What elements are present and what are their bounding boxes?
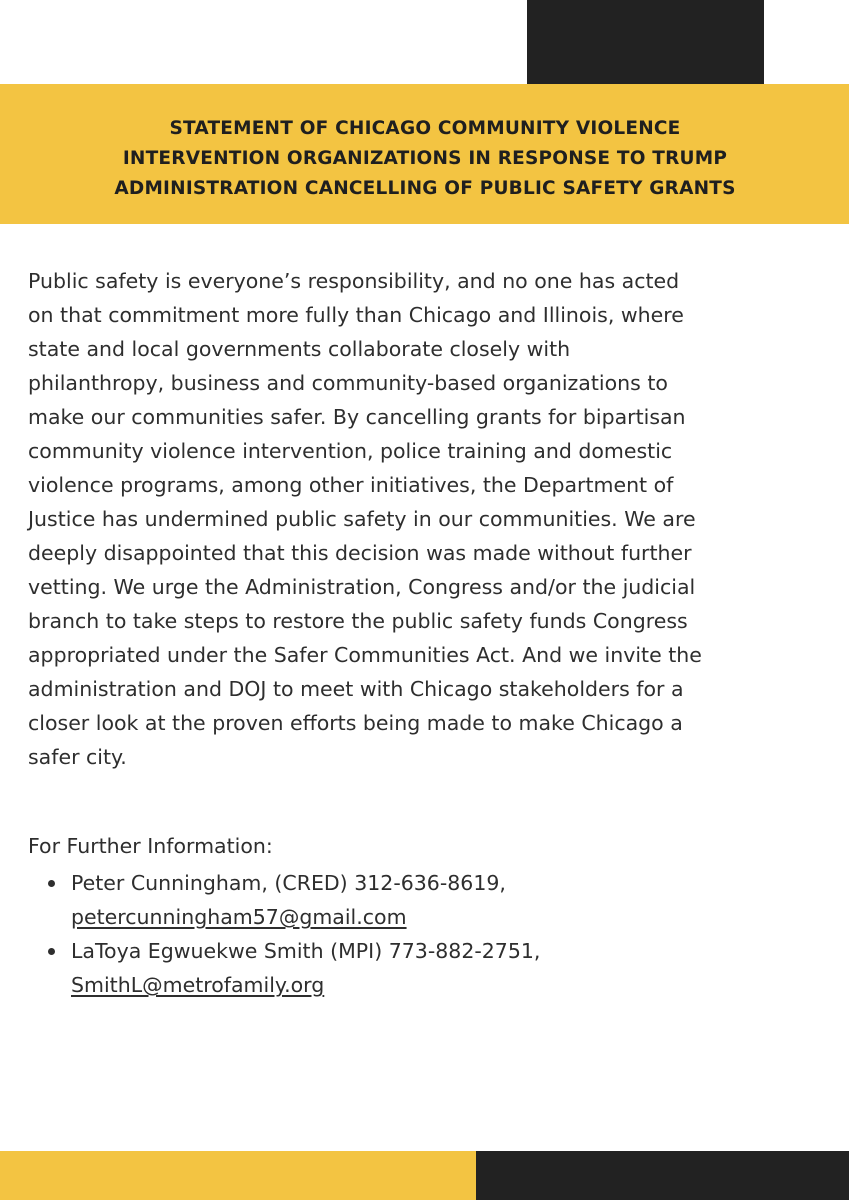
statement-title [60, 114, 790, 204]
further-info-heading: For Further Information: [28, 834, 273, 858]
contact-details: LaToya Egwuekwe Smith (MPI) 773-882-2751, [71, 939, 541, 963]
contact-item [28, 934, 818, 1002]
bottom-yellow-block [0, 1151, 476, 1200]
statement-line: Justice has undermined public safety in our communities. We are [28, 507, 696, 531]
contact-list [28, 866, 818, 1002]
statement-line: make our communities safer. By cancelling grants for bipartisan [28, 405, 686, 429]
contact-item [28, 866, 818, 934]
statement-line: deeply disappointed that this decision was made without further [28, 541, 692, 565]
statement-line: branch to take steps to restore the public safety funds Congress [28, 609, 688, 633]
statement-line: safer city. [28, 745, 127, 769]
statement-line: state and local governments collaborate closely with [28, 337, 571, 361]
statement-line: philanthropy, business and community-based organizations to [28, 371, 668, 395]
statement-line: violence programs, among other initiatives, the Department of [28, 473, 674, 497]
statement-line: vetting. We urge the Administration, Congress and/or the judicial [28, 575, 696, 599]
title-line: INTERVENTION ORGANIZATIONS IN RESPONSE TO TRUMP [122, 148, 728, 169]
bullet-icon [48, 948, 55, 955]
statement-line: community violence intervention, police training and domestic [28, 439, 673, 463]
statement-line: closer look at the proven efforts being made to make Chicago a [28, 711, 683, 735]
statement-line: administration and DOJ to meet with Chicago stakeholders for a [28, 677, 684, 701]
statement-line: on that commitment more fully than Chicago and Illinois, where [28, 303, 684, 327]
top-dark-block [527, 0, 764, 84]
statement-line: appropriated under the Safer Communities Act. And we invite the [28, 643, 702, 667]
contact-details: Peter Cunningham, (CRED) 312-636-8619, [71, 871, 506, 895]
statement-body [28, 264, 818, 774]
statement-line: Public safety is everyone’s responsibility, and no one has acted [28, 269, 680, 293]
title-line: ADMINISTRATION CANCELLING OF PUBLIC SAFETY GRANTS [114, 178, 736, 199]
title-line: STATEMENT OF CHICAGO COMMUNITY VIOLENCE [169, 118, 681, 139]
contact-email-link[interactable]: SmithL@metrofamily.org [71, 973, 325, 997]
bottom-dark-block [476, 1151, 849, 1200]
bullet-icon [48, 880, 55, 887]
contact-email-link[interactable]: petercunningham57@gmail.com [71, 905, 407, 929]
